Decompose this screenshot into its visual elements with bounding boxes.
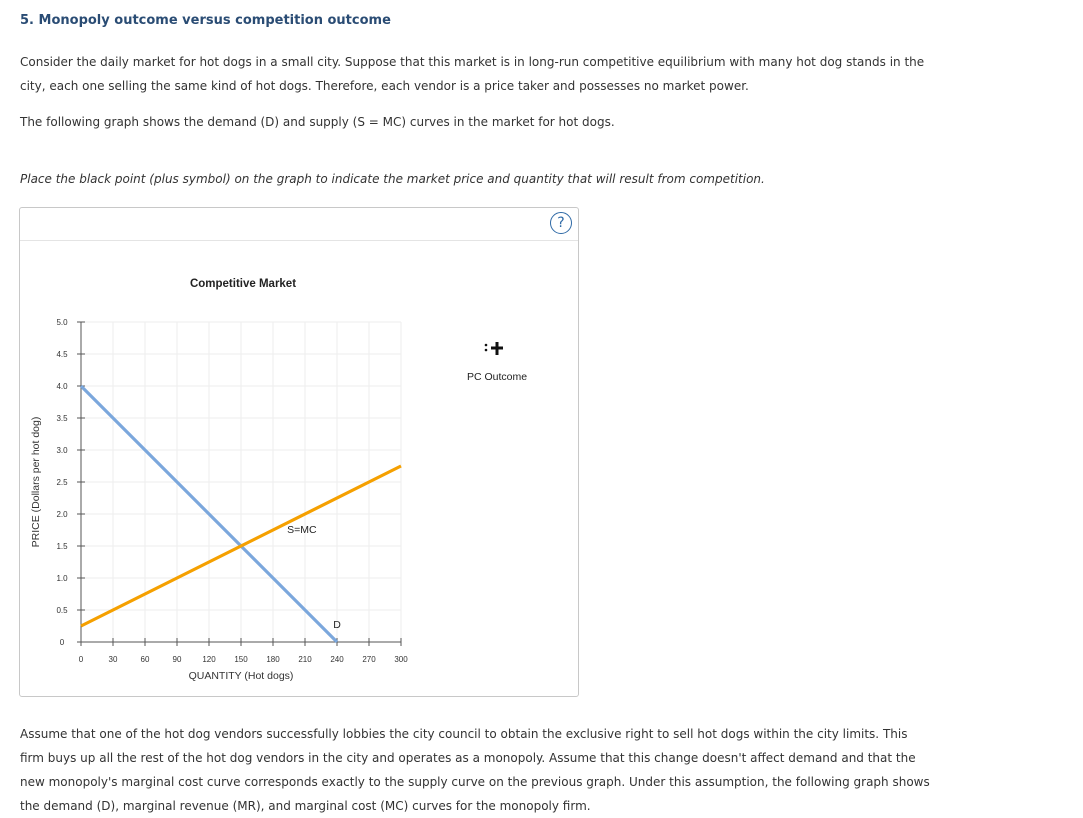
intro-paragraph [20, 50, 924, 98]
graph-description: The following graph shows the demand (D) and supply (S = MC) curves in the market for hot dogs. [20, 115, 615, 129]
plus-marker-icon[interactable] [485, 342, 503, 355]
x-tick-label: 120 [202, 655, 216, 664]
help-button[interactable]: ? [550, 212, 572, 234]
x-tick-label: 90 [172, 655, 182, 664]
y-tick-label: 1.0 [56, 574, 68, 583]
intro-line-2: city, each one selling the same kind of hot dogs. Therefore, each vendor is a price taker and possesses no market power. [20, 79, 749, 93]
x-tick-label: 240 [330, 655, 344, 664]
chart-title: Competitive Market [189, 278, 297, 290]
pc-outcome-tool[interactable] [467, 342, 527, 383]
grid [81, 322, 401, 642]
plus-dot-upper[interactable] [485, 344, 488, 347]
y-tick-label: 1.5 [56, 542, 68, 551]
axes [77, 322, 401, 646]
y-tick-label: 5.0 [56, 318, 68, 327]
x-tick-label: 30 [108, 655, 118, 664]
x-tick-label: 60 [140, 655, 150, 664]
intro-line-1: Consider the daily market for hot dogs in a small city. Suppose that this market is in long-run competitive equilibrium with many hot dog stands in the [20, 55, 925, 69]
plus-dot-lower[interactable] [485, 349, 488, 352]
graph-panel [19, 207, 579, 697]
monopoly-line-1: Assume that one of the hot dog vendors successfully lobbies the city council to obtain the exclusive right to sell hot dogs within the city limits. This [20, 727, 908, 741]
x-tick-label: 210 [298, 655, 312, 664]
y-tick-label: 0.5 [56, 606, 68, 615]
monopoly-line-3: new monopoly's marginal cost curve corresponds exactly to the supply curve on the previous graph. Under this assumption, the following graph shows [20, 775, 930, 789]
y-tick-label: 2.5 [56, 478, 68, 487]
y-tick-label: 2.0 [56, 510, 68, 519]
y-tick-label: 3.5 [56, 414, 68, 423]
x-tick-label: 150 [234, 655, 248, 664]
pc-outcome-label: PC Outcome [466, 371, 528, 383]
d-label: D [333, 619, 341, 631]
monopoly-line-4: the demand (D), marginal revenue (MR), and marginal cost (MC) curves for the monopoly firm. [20, 799, 591, 813]
y-tick-label: 0 [59, 638, 65, 647]
y-tick-label: 4.0 [56, 382, 68, 391]
monopoly-line-2: firm buys up all the rest of the hot dog vendors in the city and operates as a monopoly. Assume that this change doesn't affect demand and that the [20, 751, 916, 765]
instruction-text: Place the black point (plus symbol) on the graph to indicate the market price and quantity that will result from competition. [20, 172, 765, 186]
y-axis-title: PRICE (Dollars per hot dog) [30, 416, 42, 548]
y-tick-labels [56, 318, 68, 647]
competitive-market-chart[interactable] [20, 240, 578, 696]
x-tick-label: 270 [362, 655, 376, 664]
x-tick-labels [79, 655, 408, 664]
s-mc-label: S=MC [287, 524, 317, 536]
x-axis-title: QUANTITY (Hot dogs) [188, 670, 294, 682]
y-tick-label: 4.5 [56, 350, 68, 359]
question-title: 5. Monopoly outcome versus competition outcome [20, 13, 391, 28]
y-tick-label: 3.0 [56, 446, 68, 455]
x-tick-label: 0 [78, 655, 84, 664]
x-tick-label: 180 [266, 655, 280, 664]
panel-toolbar [20, 208, 578, 241]
monopoly-paragraph [20, 722, 930, 818]
x-tick-label: 300 [394, 655, 408, 664]
